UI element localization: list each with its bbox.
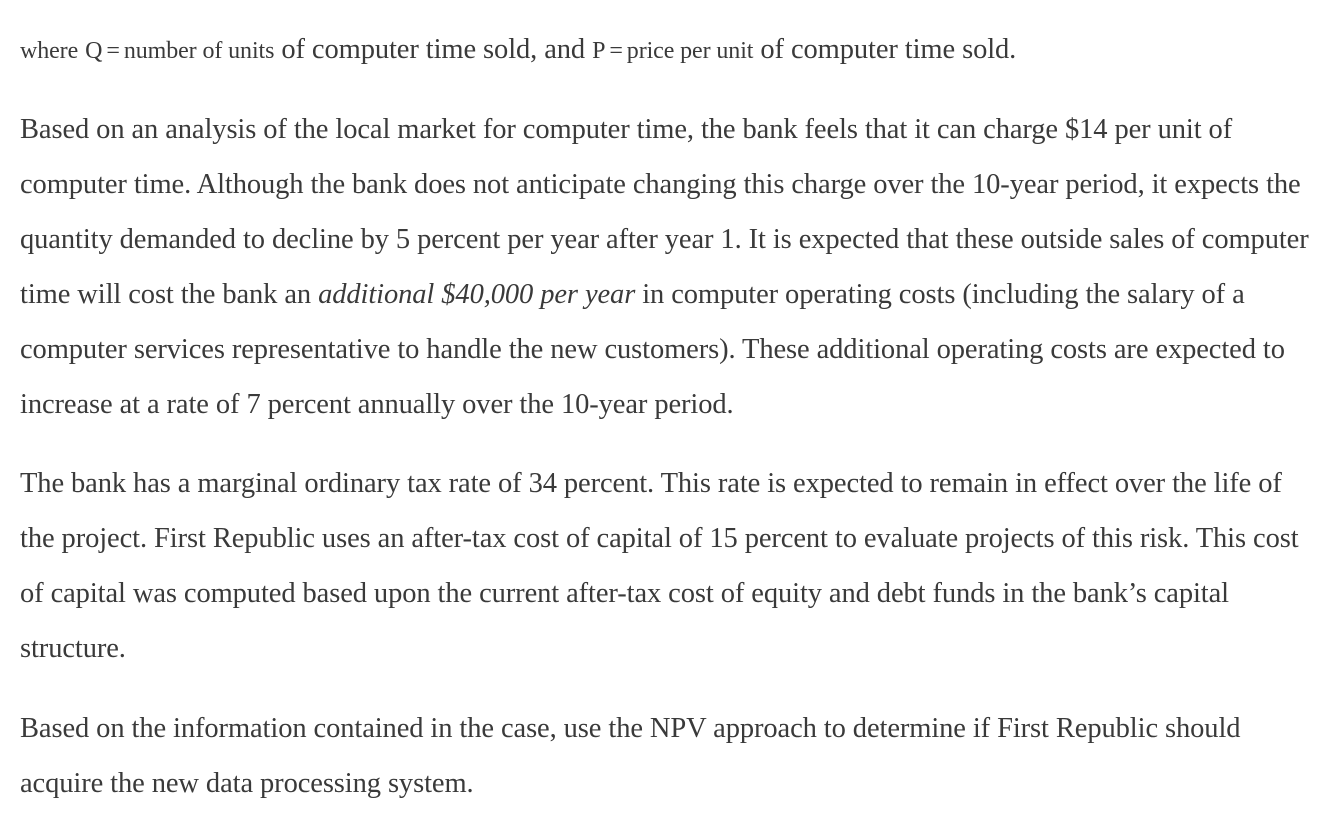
question-paragraph: Based on the information contained in the case, use the NPV approach to determine if First Republic should acquire the new data processing system. [20, 713, 1241, 799]
q-definition: number of units [123, 38, 275, 64]
additional-cost-emphasis: additional $40,000 per year [318, 279, 636, 310]
market-analysis-text-start: Based on an analysis of the local market for computer time, the bank feels that it can charge $14 per unit of computer time. Although the bank does not anticipate changing this charge over the 10-year period, it expects the quantity demanded to decline by 5 percent per year after year 1. It is expected that these outside sales of computer time will cost the bank an [20, 114, 1309, 310]
where-word: where [20, 38, 79, 64]
market-analysis-paragraph [20, 102, 1316, 432]
end-text: of computer time sold. [760, 34, 1017, 65]
middle-text: of computer time sold, and [281, 34, 586, 65]
variable-definitions-paragraph [20, 22, 1310, 79]
tax-rate-paragraph: The bank has a marginal ordinary tax rate of 34 percent. This rate is expected to remain in effect over the life of the project. First Republic uses an after-tax cost of capital of 15 percent to evaluate projects of this risk. This cost of capital was computed based upon the current after-tax cost of equity and debt funds in the bank’s capital structure. [20, 468, 1299, 664]
equals-sign: = [609, 38, 623, 64]
equals-sign: = [106, 38, 120, 64]
p-definition: price per unit [626, 38, 754, 64]
market-analysis-text-end: in computer operating costs (including the salary of a computer services representative to handle the new customers). These additional operating costs are expected to increase at a rate of 7 percent annually over the 10-year period. [20, 279, 1285, 420]
q-symbol: Q [85, 38, 103, 64]
p-symbol: P [592, 38, 606, 64]
